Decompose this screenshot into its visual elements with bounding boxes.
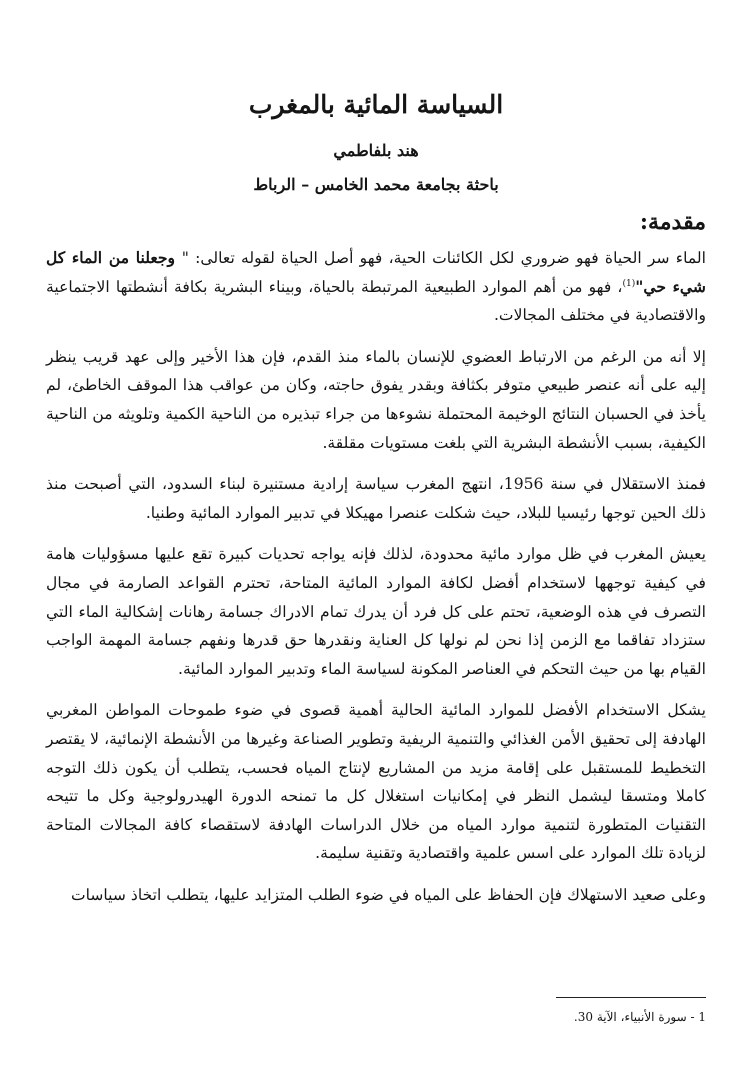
paragraph-4: يعيش المغرب في ظل موارد مائية محدودة، لذلك فإنه يواجه تحديات كبيرة تقع عليها مسؤوليات هامة في كيفية توجهها لاستخدام أفضل لكافة الموارد المائية المتاحة، تحترم القواعد الصارمة في مجال التصرف في هذه الوضعية، تحتم على كل فرد أن يدرك تمام الادراك جسامة رهانات إشكالية الماء التي ستزداد تفاقما مع الزمن إذا نحن لم نولها كل العناية ونقدرها حق قدرها ونفهم جسامة المهمة الواجب القيام بها من حيث التحكم في العناصر المكونة لسياسة الماء وتدبير الموارد المائية.: [46, 545, 706, 678]
paragraph-5: يشكل الاستخدام الأفضل للموارد المائية الحالية أهمية قصوى في ضوء طموحات المواطن المغربي الهادفة إلى تحقيق الأمن الغذائي والتنمية الريفية وتطوير الصناعة وغيرها من الأنشطة الإنمائية، لا يقتصر التخطيط للمستقبل على إقامة مزيد من المشاريع لإنتاج المياه فحسب، يتطلب أن يكون ذلك التوجه كاملا ومتسقا ليشمل النظر في إمكانيات استغلال كل ما تمنحه الدورة الهيدرولوجية وكل ما تتيحه التقنيات المتطورة لتنمية موارد المياه من خلال الدراسات الهادفة لاستقصاء كافة المجالات المتاحة لزيادة تلك الموارد على اسس علمية واقتصادية وتقنية سليمة.: [46, 701, 707, 863]
paragraph-2: إلا أنه من الرغم من الارتباط العضوي للإنسان بالماء منذ القدم، فإن هذا الأخير وإلى عهد قريب ينظر إليه على أنه عنصر طبيعي متوفر بكثافة وبقدر يفوق حاجته، وكان من عواقب هذا الموقف الخاطئ، لم يأخذ في الحسبان النتائج الوخيمة المحتملة نشوءها من جراء تبذيره من الناحية الكمية وتلويثه من الناحية الكيفية، بسبب الأنشطة البشرية التي بلغت مستويات مقلقة.: [46, 347, 706, 452]
paragraph-1-intro: الماء سر الحياة فهو ضروري لكل الكائنات الحية، فهو أصل الحياة لقوله تعالى: ": [181, 249, 706, 267]
author-name: هند بلفاطمي: [333, 141, 419, 160]
paragraph-1-rest: ، فهو من أهم الموارد الطبيعية المرتبطة بالحياة، وبيناء البشرية بكافة أنشطتها الاجتماعية والاقتصادية في مختلف المجالات.: [46, 277, 706, 325]
paragraph-6: وعلى صعيد الاستهلاك فإن الحفاظ على المياه في ضوء الطلب المتزايد عليها، يتطلب اتخاذ سياسات: [70, 885, 706, 904]
author-affiliation: باحثة بجامعة محمد الخامس – الرباط: [253, 175, 499, 194]
footnote-marker[interactable]: (1): [622, 278, 636, 289]
footnote-divider: [556, 997, 706, 998]
quran-quote: وجعلنا من الماء كل شيء حي": [46, 248, 706, 296]
paragraph-1: [46, 244, 706, 330]
section-heading-introduction: مقدمة:: [639, 209, 706, 235]
paragraph-3: فمنذ الاستقلال في سنة 1956، انتهج المغرب سياسة إرادية مستنيرة لبناء السدود، التي أصبحت منذ ذلك الحين توجها رئيسيا للبلاد، حيث شكلت عنصرا مهيكلا في تدبير الموارد المائية وطنيا.: [46, 475, 707, 522]
footnote-text: 1 - سورة الأنبياء، الآية 30.: [573, 1010, 706, 1024]
document-title: السياسة المائية بالمغرب: [248, 90, 504, 119]
